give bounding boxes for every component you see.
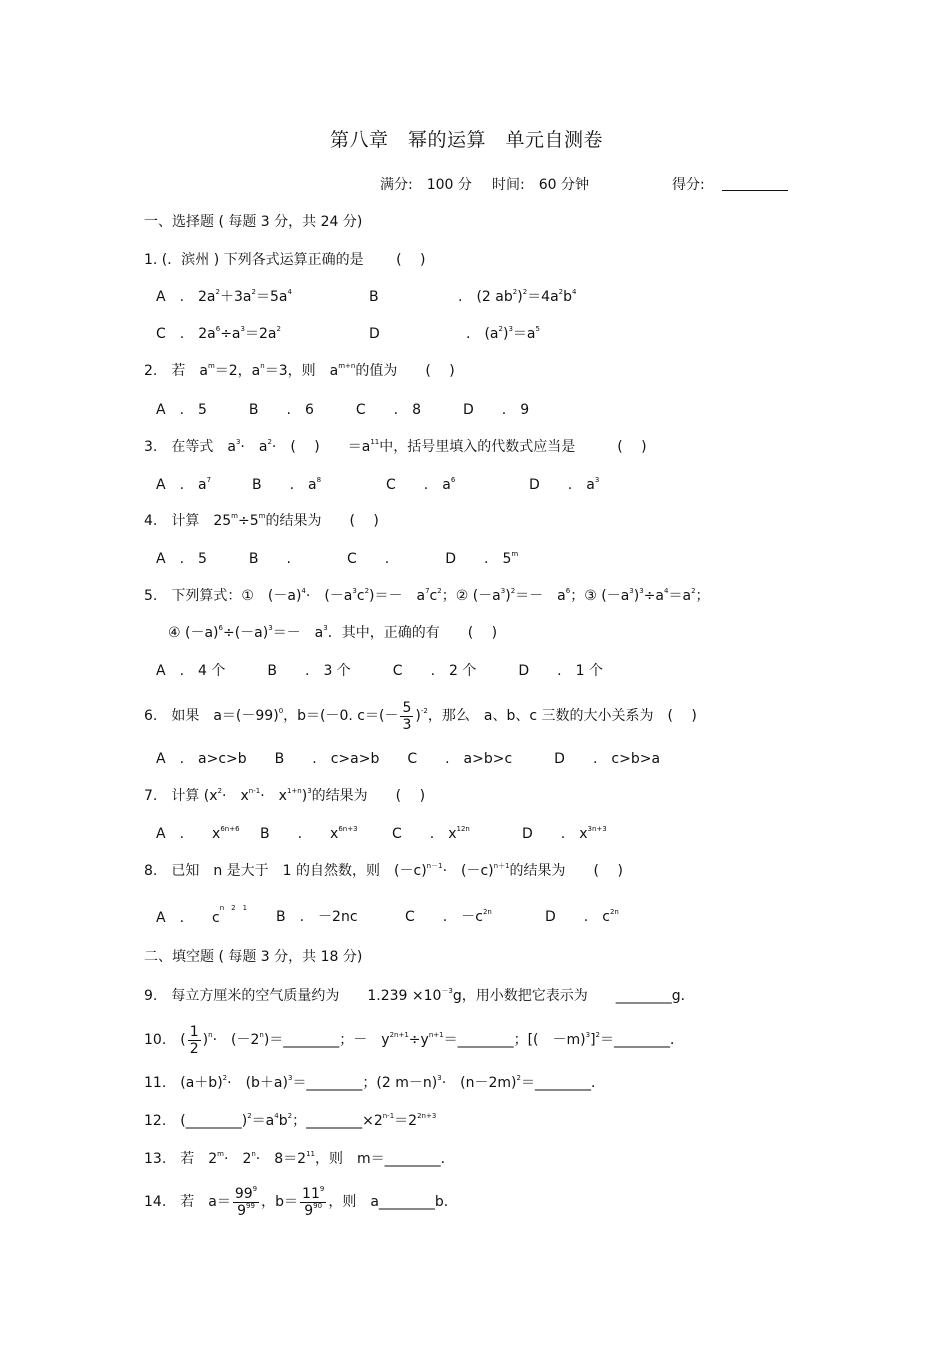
question-5-stem-line-2: ④ $(-a)^6\div(-a)^3=-$ $a^3$．其中，正确的有 ( ) <box>168 624 498 641</box>
question-14: 14. 若 a＝ $\frac{99^9}{9^{99}}$ ，b＝ $\frac{11^9}{9^{90}}$ ，则 a________b. <box>144 1184 449 1219</box>
question-2-options: A . 5 B . 6 C . 8 D . 9 <box>156 402 530 418</box>
question-1-option-c: C . $2a^6\div a^3=2a^2$ <box>156 325 281 342</box>
question-11: 11. $(a+b)^2\cdot$ $(b+a)^3=\_\_\_\_\_\_\_\_$；(2 m－n)$^3$· $(n-2m)^2=\_\_\_\_\_\_\_\_$． <box>144 1074 605 1091</box>
question-6-stem: 6. 如果 $a=(-99)^0$，b＝(－0. c＝(－ $\frac{5}{3}$ )$^{-2}$，那么 a、b、c 三数的大小关系为 ( ) <box>144 699 697 733</box>
question-1-option-b: . (2 $ab^2)^2=4a^2b^4$ <box>458 288 577 305</box>
question-7-option-a: A . $x^{6n+6}$ <box>156 825 240 842</box>
score-label: 得分: <box>672 177 705 193</box>
question-7-option-c: C . $x^{12n}$ <box>392 825 470 842</box>
question-1-option-d-letter: D <box>369 326 380 342</box>
question-7-option-d: D . $x^{3n+3}$ <box>522 825 607 842</box>
question-3-option-b: B . $a^8$ <box>252 476 322 493</box>
question-1-option-d: . $(a^2)^3=a^5$ <box>466 325 540 342</box>
question-4-options: A . 5 B . C . D . 5$^m$ <box>156 550 519 567</box>
fraction-five-thirds: $\frac{5}{3}$ <box>402 699 412 733</box>
page-title: 第八章 幂的运算 单元自测卷 <box>330 129 604 151</box>
section-heading-choice: 一、选择题 ( 每题 3 分，共 24 分) <box>144 214 363 230</box>
full-marks: 满分: 100 分 <box>380 177 472 193</box>
question-12: 12. $(\_\_\_\_\_\_\_\_)^2=a^4b^2$；$\_\_\_\_\_\_\_\_\times 2^{n-1}=2^{2n+3}$ <box>144 1112 437 1129</box>
fraction-b: $\frac{11^9}{9^{90}}$ <box>302 1184 325 1219</box>
question-8-stem: 8. 已知 n 是大于 1 的自然数，则 $(-c)^{n-1}\cdot$ $(-c)^{n+1}$的结果为 ( ) <box>144 862 623 879</box>
question-8-option-d: D . $c^{2n}$ <box>545 908 619 925</box>
score-blank[interactable] <box>722 178 788 191</box>
question-1-option-a: A . $2a^2+3a^2=5a^4$ <box>156 288 292 305</box>
question-8-option-b: B . －2nc <box>276 909 358 925</box>
question-3-option-d: D . $a^3$ <box>529 476 600 493</box>
question-7-option-b: B . $x^{6n+3}$ <box>260 825 358 842</box>
question-1-option-b-letter: B <box>369 289 379 305</box>
question-2-stem: 2. 若 $a^m=2$，$a^n=3$，则 $a^{m+n}$的值为 ( ) <box>144 362 455 379</box>
question-8-option-c: C . $-c^{2n}$ <box>405 908 492 925</box>
time-limit: 时间: 60 分钟 <box>492 177 589 193</box>
fraction-one-half: $\frac{1}{2}$ <box>189 1023 199 1057</box>
question-5-options: A . 4 个 B . 3 个 C . 2 个 D . 1 个 <box>156 663 603 679</box>
question-4-stem: 4. 计算 $25^m\div 5^m$的结果为 ( ) <box>144 512 379 529</box>
question-3-stem: 3. 在等式 $a^3\cdot$ $a^2\cdot$ ( ) $=a^{11}$中，括号里填入的代数式应当是 ( ) <box>144 438 647 455</box>
question-7-stem: 7. 计算 ($x^2\cdot$ $x^{n-1}\cdot$ $x^{1+n})^3$的结果为 ( ) <box>144 787 426 804</box>
question-3-option-a: A . $a^7$ <box>156 476 212 493</box>
section-heading-fill: 二、填空题 ( 每题 3 分，共 18 分) <box>144 949 363 965</box>
question-5-stem-line-1: 5. 下列算式：① $(-a)^4\cdot$ $(-a^3c^2)=-$ $a^7c^2$；② $(-a^3)^2=-$ $a^6$；③ $(-a^3)^3\div a^4=a^2$； <box>144 587 710 604</box>
fraction-a: $\frac{99^9}{9^{99}}$ <box>234 1184 258 1219</box>
question-3-option-c: C . $a^6$ <box>386 476 456 493</box>
question-1-stem: 1. (．滨州 ) 下列各式运算正确的是 ( ) <box>144 252 426 268</box>
question-10: 10. ( $\frac{1}{2}$ )$^n$· $(-2^n)=\_\_\_\_\_\_\_\_$；－ $y^{2n+1}\div y^{n+1}=\_\_\_\_\_\_\_\_$；[( －m)$^3$]$^2$＝________． <box>144 1023 685 1057</box>
question-8-option-a: A . $c^{n 2 1}$ <box>156 904 248 926</box>
question-6-options: A . a>c>b B . c>a>b C . a>b>c D . c>b>a <box>156 751 661 767</box>
question-9: 9. 每立方厘米的空气质量约为 $1.239 \times 10^{-3}g$，用小数把它表示为 ________g． <box>144 987 695 1004</box>
question-13: 13. 若 $2^m\cdot$ $2^n\cdot$ $8=2^{11}$，则 m＝________． <box>144 1150 455 1167</box>
